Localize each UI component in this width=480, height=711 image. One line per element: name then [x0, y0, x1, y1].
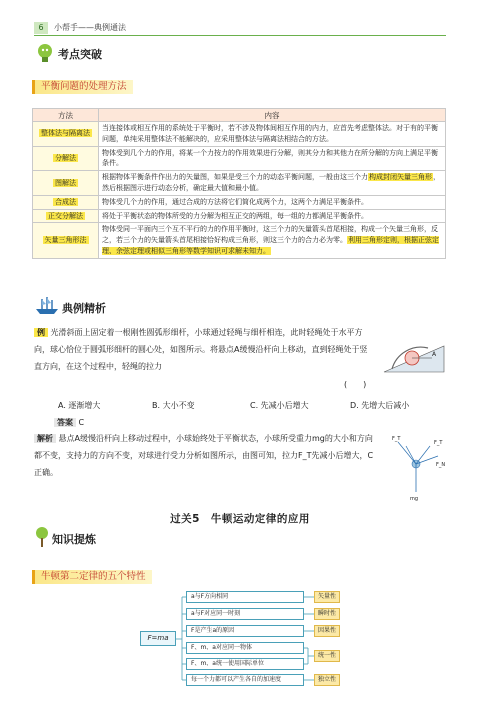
force-label: F_T	[434, 440, 443, 446]
example-label: 例	[34, 328, 48, 337]
method-name: 分解法	[33, 146, 99, 171]
table-row	[33, 223, 446, 258]
choice-d: D. 先增大后减小	[350, 401, 410, 410]
method-content: 根据物体平衡条件作出力的矢量图，如果是受三个力的动态平衡问题，一般由这三个力构成封闭矢量三角形，然后根据图示进行动态分析，确定最大值和最小值。	[99, 171, 446, 196]
table-header-row	[33, 109, 446, 122]
table-row	[33, 146, 446, 171]
mindmap-tag: 矢量性	[314, 591, 340, 603]
header-rule	[34, 35, 446, 36]
section-title-kaodian: 考点突破	[58, 48, 102, 61]
mindmap-item: 每一个力都可以产生各自的加速度	[186, 674, 304, 686]
table-header-method: 方法	[33, 109, 99, 122]
force-label: F_N	[436, 462, 446, 468]
section-title-zhishi: 知识提炼	[52, 533, 96, 546]
incline-figure	[382, 328, 446, 374]
methods-table	[32, 108, 446, 259]
table-row	[33, 171, 446, 196]
tree-icon	[34, 526, 50, 548]
topic-banner: 牛顿第二定律的五个特性	[32, 570, 152, 584]
table-row	[33, 195, 446, 209]
ship-icon	[34, 296, 60, 316]
mindmap-item: a与F方向相同	[186, 591, 304, 603]
mindmap-item: F、m、a统一使用国际单位	[186, 658, 304, 670]
force-diagram	[386, 432, 446, 504]
mindmap-tag: 瞬时性	[314, 608, 340, 620]
section-title-dianli: 典例精析	[62, 302, 106, 315]
page-number: 6	[34, 22, 48, 34]
mindmap-root: F=ma	[140, 631, 176, 646]
method-content: 物体受到几个力的作用，将某一个力按力的作用效果进行分解，则其分力和其他力在所分解的方向上满足平衡条件。	[99, 146, 446, 171]
choice-b: B. 大小不变	[152, 401, 195, 410]
table-row	[33, 122, 446, 147]
topic-banner: 平衡问题的处理方法	[32, 80, 133, 94]
mindmap-tag: 统一性	[314, 650, 340, 662]
method-content: 物体受几个力的作用，通过合成的方法将它们简化成两个力，这两个力满足平衡条件。	[99, 195, 446, 209]
point-a-label: A	[432, 351, 437, 358]
mindmap-item: a与F对应同一时刻	[186, 608, 304, 620]
running-header: 小帮手——典例通法	[54, 23, 126, 32]
choice-c: C. 先减小后增大	[250, 401, 309, 410]
method-name: 合成法	[33, 195, 99, 209]
answer-bracket: ( )	[344, 380, 367, 389]
force-label: mg	[410, 496, 419, 502]
method-content: 物体受同一平面内三个互不平行的力的作用平衡时，这三个力的矢量箭头首尾相接，构成一个矢量三角形，反之，若三个力的矢量箭头首尾相接恰好构成三角形，则这三个力的合力必为零。利用三角形定则，根据正弦定理、余弦定理或相似三角形等数学知识可求解未知力。	[99, 223, 446, 258]
answer-line	[54, 414, 84, 431]
table-row	[33, 209, 446, 223]
chapter-title: 过关5 牛顿运动定律的应用	[170, 513, 310, 525]
mindmap-item: F是产生a的原因	[186, 625, 304, 637]
method-name: 矢量三角形法	[33, 223, 99, 258]
answer-label: 答案	[54, 418, 76, 427]
analysis-text: 解析 悬点A缓慢沿杆向上移动过程中，小球始终处于平衡状态，小球所受重力mg的大小和方向都不变，支持力的方向不变，对球进行受力分析如图所示，由图可知，拉力F_T先减小后增大，C正确。	[34, 434, 374, 477]
mindmap-tag: 因果性	[314, 625, 340, 637]
choice-a: A. 逐渐增大	[58, 401, 101, 410]
mindmap-item: F、m、a对应同一物体	[186, 642, 304, 654]
method-name: 正交分解法	[33, 209, 99, 223]
method-content: 将处于平衡状态的物体所受的力分解为相互正交的两组，每一组的力都满足平衡条件。	[99, 209, 446, 223]
answer-value: C	[78, 418, 85, 427]
example-stem: 例 光滑斜面上固定着一根刚性圆弧形细杆，小球通过轻绳与细杆相连，此时轻绳处于水平方向，球心恰位于圆弧形细杆的圆心处，如图所示。将悬点A缓慢沿杆向上移动，直到轻绳处于竖直方向，在这个过程中，轻绳的拉力	[34, 328, 368, 371]
method-content: 当连接体或相互作用的系统处于平衡时，若不涉及物体间相互作用的内力，应首先考虑整体法。对于有的平衡问题，单纯采用整体法不能解决的，应采用整体法与隔离法相结合的方法。	[99, 122, 446, 147]
method-name: 整体法与隔离法	[33, 122, 99, 147]
analysis-label: 解析	[34, 434, 56, 443]
table-header-content: 内容	[99, 109, 446, 122]
lightbulb-icon	[34, 42, 56, 64]
force-label: F_T	[392, 436, 401, 442]
method-name: 图解法	[33, 171, 99, 196]
mindmap-tag: 独立性	[314, 674, 340, 686]
